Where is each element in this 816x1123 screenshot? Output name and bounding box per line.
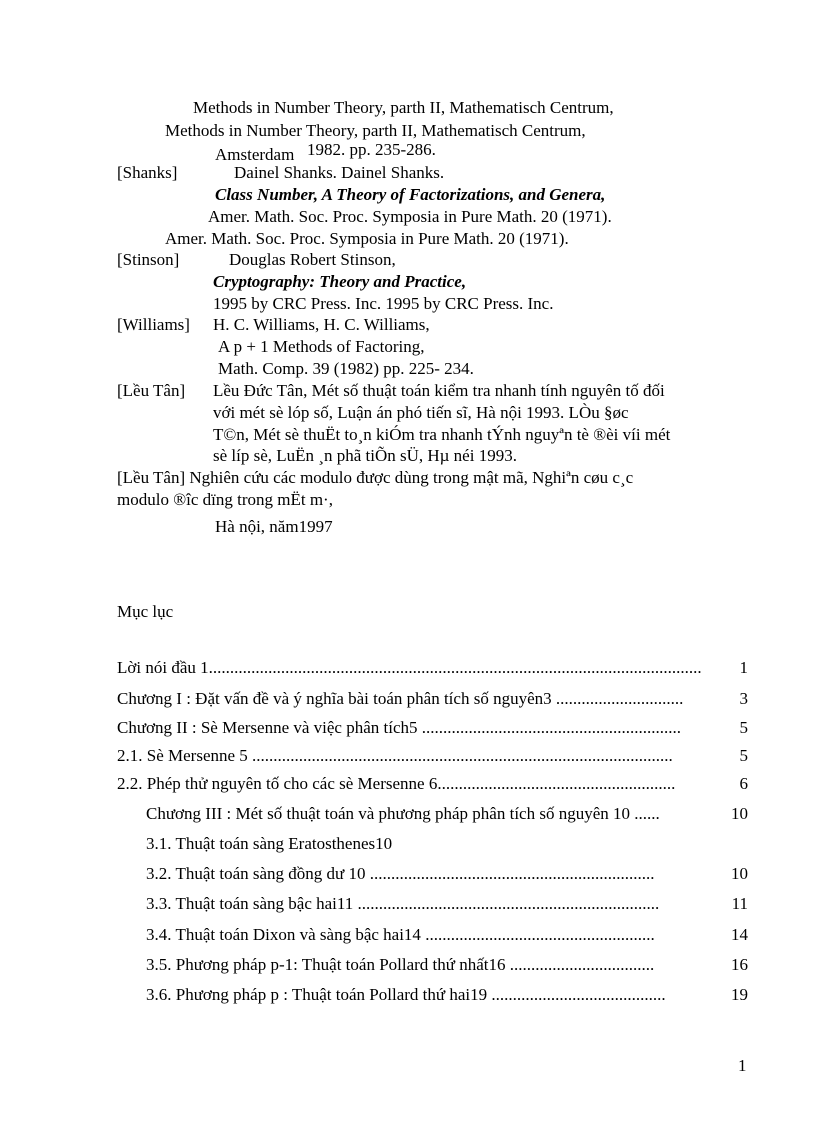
toc-entry-dots: ....................................................................... — [353, 894, 660, 913]
williams-pub: Math. Comp. 39 (1982) pp. 225- 234. — [218, 359, 474, 378]
toc-entry-dots: ...................................................... — [420, 925, 655, 944]
williams-author: H. C. Williams, H. C. Williams, — [213, 315, 430, 334]
williams-key: [Williams] — [117, 315, 190, 334]
shanks-pub-2: Amer. Math. Soc. Proc. Symposia in Pure Math. 20 (1971). — [165, 229, 569, 248]
toc-entry[interactable] — [146, 925, 748, 945]
toc-entry-page: 3 — [739, 689, 748, 708]
toc-entry-label: 3.6. Phương pháp p : Thuật toán Pollard thứ hai19 — [146, 985, 488, 1004]
leu-tan-2-line-3: Hà nội, năm1997 — [215, 517, 333, 536]
leu-tan-2-line-1: [Lều Tân] Nghiên cứu các modulo được dùng trong mật mã, Nghiªn cøu c¸c — [117, 468, 634, 487]
leu-tan-line-2: với mét sè lóp số, Luận án phó tiến sĩ, Hà nội 1993. LÒu §øc — [213, 403, 629, 422]
toc-entry[interactable] — [117, 658, 748, 678]
toc-entry[interactable] — [117, 689, 748, 709]
toc-entry-page: 6 — [739, 774, 748, 793]
stinson-title: Cryptography: Theory and Practice, — [213, 272, 467, 291]
toc-entry-dots: .................................. — [505, 955, 655, 974]
toc-entry-page: 5 — [739, 746, 748, 765]
toc-entry-page: 1 — [739, 658, 748, 677]
toc-entry-label: Chương II : Sè Mersenne và việc phân tích5 — [117, 718, 418, 737]
toc-entry-label: Chương III : Mét số thuật toán và phương pháp phân tích số nguyên 10 — [146, 804, 631, 823]
williams-title: A p + 1 Methods of Factoring, — [218, 337, 425, 356]
shanks-author: Dainel Shanks. Dainel Shanks. — [234, 163, 445, 182]
leu-tan-key-1: [Lều Tân] — [117, 381, 186, 400]
ref-line-3a: Amsterdam — [215, 145, 295, 164]
toc-entry-label: 2.2. Phép thử nguyên tố cho các sè Mersenne 6 — [117, 774, 438, 793]
toc-entry-label: 3.2. Thuật toán sàng đồng dư 10 — [146, 864, 366, 883]
leu-tan-line-4: sè líp sè, LuËn ¸n phã tiÕn sÜ, Hµ néi 1993. — [213, 446, 517, 465]
ref-line-3b: 1982. pp. 235-286. — [307, 140, 436, 159]
toc-entry-label: 3.1. Thuật toán sàng Eratosthenes10 — [146, 834, 393, 853]
stinson-key: [Stinson] — [117, 250, 180, 269]
toc-entry-page: 16 — [731, 955, 748, 974]
ref-line-2: Methods in Number Theory, parth II, Mathematisch Centrum, — [165, 121, 586, 140]
toc-entry-dots: ...... — [630, 804, 660, 823]
toc-entry-dots: ............................................................. — [417, 718, 682, 737]
toc-entry-dots: ................................................................... — [365, 864, 655, 883]
page-number: 1 — [738, 1056, 747, 1075]
toc-entry-page: 10 — [731, 804, 748, 823]
toc-entry-label: Chương I : Đặt vấn đề và ý nghĩa bài toán phân tích số nguyên3 — [117, 689, 552, 708]
toc-entry[interactable] — [117, 774, 748, 794]
toc-entry[interactable] — [146, 804, 748, 824]
toc-entry-label: Lời nói đầu 1 — [117, 658, 209, 677]
toc-entry[interactable] — [117, 746, 748, 766]
toc-entry-page: 5 — [739, 718, 748, 737]
toc-entry[interactable] — [117, 718, 748, 738]
toc-entry[interactable] — [146, 985, 748, 1005]
toc-entry-page: 10 — [731, 864, 748, 883]
leu-tan-2-line-2: modulo ®îc dïng trong mËt m·, — [117, 490, 333, 509]
stinson-author: Douglas Robert Stinson, — [229, 250, 396, 269]
toc-entry-label: 3.5. Phương pháp p-1: Thuật toán Pollard thứ nhất16 — [146, 955, 506, 974]
toc-entry[interactable] — [146, 894, 748, 914]
toc-entry[interactable] — [146, 834, 748, 854]
toc-entry-page: 19 — [731, 985, 748, 1004]
toc-entry-page: 11 — [731, 894, 748, 913]
toc-entry-label: 3.4. Thuật toán Dixon và sàng bậc hai14 — [146, 925, 421, 944]
leu-tan-line-3: T©n, Mét sè thuËt to¸n kiÓm tra nhanh tÝnh nguyªn tè ®èi víi mét — [213, 425, 671, 444]
shanks-key: [Shanks] — [117, 163, 178, 182]
toc-entry-dots: .............................. — [551, 689, 684, 708]
toc-entry-dots: .................................................................................................................... — [208, 658, 702, 677]
toc-entry-label: 3.3. Thuật toán sàng bậc hai11 — [146, 894, 354, 913]
toc-entry[interactable] — [146, 864, 748, 884]
toc-entry-label: 2.1. Sè Mersenne 5 — [117, 746, 248, 765]
leu-tan-line-1: Lều Đức Tân, Mét số thuật toán kiểm tra nhanh tính nguyên tố đối — [213, 381, 665, 400]
shanks-title: Class Number, A Theory of Factorizations, and Genera, — [215, 185, 606, 204]
shanks-pub-1: Amer. Math. Soc. Proc. Symposia in Pure Math. 20 (1971). — [208, 207, 612, 226]
stinson-pub: 1995 by CRC Press. Inc. 1995 by CRC Press. Inc. — [213, 294, 554, 313]
toc-entry-dots: ......................................... — [487, 985, 666, 1004]
toc-entry-page: 14 — [731, 925, 748, 944]
toc-entry-dots: ........................................................ — [437, 774, 676, 793]
ref-line-1: Methods in Number Theory, parth II, Mathematisch Centrum, — [193, 98, 614, 117]
toc-heading: Mục lục — [117, 602, 174, 621]
toc-entry[interactable] — [146, 955, 748, 975]
toc-entry-dots: ................................................................................................... — [247, 746, 673, 765]
